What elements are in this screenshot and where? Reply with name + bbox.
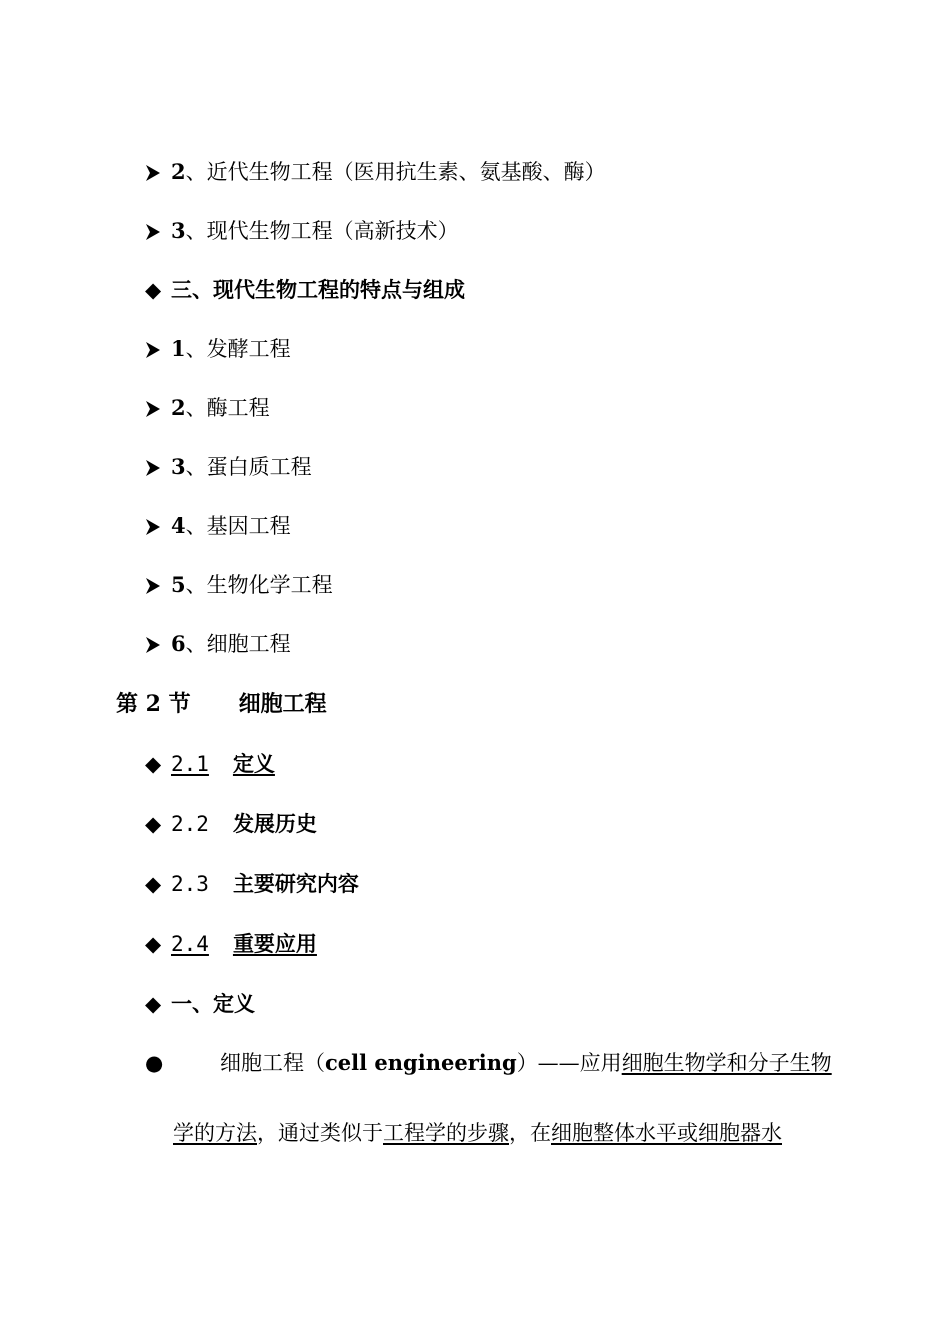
list-item-number: 2 (171, 395, 186, 420)
list-item-number: 4 (171, 513, 186, 538)
toc-item-2-2[interactable] (145, 810, 317, 838)
diamond-bullet-icon: ◆ (145, 991, 162, 1016)
heading-features (145, 276, 465, 304)
list-item-number: 2 (171, 159, 186, 184)
list-item-component-4 (145, 512, 291, 540)
arrow-bullet-icon (145, 217, 171, 245)
underlined-phrase: 工程学的步骤 (383, 1121, 509, 1145)
list-item-component-5 (145, 571, 333, 599)
list-item-component-6 (145, 630, 291, 658)
list-item-number: 5 (171, 572, 186, 597)
list-item-text: 、生物化学工程 (185, 573, 333, 597)
section-title: 细胞工程 (238, 691, 327, 717)
underlined-phrase: 学的方法 (173, 1121, 257, 1145)
toc-link[interactable]: 2.2 发展历史 (171, 811, 317, 836)
diamond-bullet-icon: ◆ (145, 871, 162, 896)
list-item-modern-bio-2 (145, 158, 606, 186)
arrow-bullet-icon (145, 512, 171, 540)
list-item-component-3 (145, 453, 312, 481)
toc-item-2-3[interactable] (145, 870, 359, 898)
underlined-phrase: 细胞生物学和分子生物 (621, 1051, 832, 1075)
toc-item-2-1[interactable] (145, 750, 275, 778)
diamond-bullet-icon: ◆ (145, 931, 162, 956)
underlined-phrase: 细胞整体水平或细胞器水 (551, 1121, 782, 1145)
arrow-bullet-icon (145, 394, 171, 422)
diamond-bullet-icon: ◆ (145, 277, 162, 302)
definition-line-1: ● 细胞工程（cell engineering）——应用细胞生物学和分子生物 (145, 1050, 832, 1075)
list-item-number: 6 (171, 631, 186, 656)
heading-text: 三、现代生物工程的特点与组成 (171, 277, 465, 302)
heading-definition (145, 990, 255, 1018)
list-item-text: 、发酵工程 (185, 337, 291, 361)
list-item-component-1 (145, 335, 291, 363)
list-item-text: 、现代生物工程（高新技术） (185, 219, 459, 243)
arrow-bullet-icon (145, 335, 171, 363)
arrow-bullet-icon (145, 630, 171, 658)
heading-text: 一、定义 (171, 991, 255, 1016)
list-item-modern-bio-3 (145, 217, 459, 245)
list-item-text: 、酶工程 (185, 396, 270, 420)
list-item-number: 1 (171, 336, 186, 361)
arrow-bullet-icon (145, 571, 171, 599)
list-item-text: 、细胞工程 (185, 632, 291, 656)
section-heading (116, 690, 327, 718)
section-label: 第 2 节 (116, 691, 191, 717)
list-item-component-2 (145, 394, 270, 422)
diamond-bullet-icon: ◆ (145, 751, 162, 776)
list-item-text: 、基因工程 (185, 514, 291, 538)
toc-link[interactable]: 2.3 主要研究内容 (171, 871, 359, 896)
list-item-text: 、近代生物工程（医用抗生素、氨基酸、酶） (185, 160, 606, 184)
arrow-bullet-icon (145, 158, 171, 186)
toc-link[interactable]: 2.1 定义 (171, 751, 275, 776)
toc-item-2-4[interactable] (145, 930, 317, 958)
arrow-bullet-icon (145, 453, 171, 481)
list-item-number: 3 (171, 218, 186, 243)
diamond-bullet-icon: ◆ (145, 811, 162, 836)
round-bullet-icon: ● (145, 1051, 164, 1075)
list-item-text: 、蛋白质工程 (185, 455, 312, 479)
definition-line-2: 学的方法，通过类似于工程学的步骤，在细胞整体水平或细胞器水 (173, 1121, 782, 1145)
list-item-number: 3 (171, 454, 186, 479)
toc-link[interactable]: 2.4 重要应用 (171, 931, 317, 956)
